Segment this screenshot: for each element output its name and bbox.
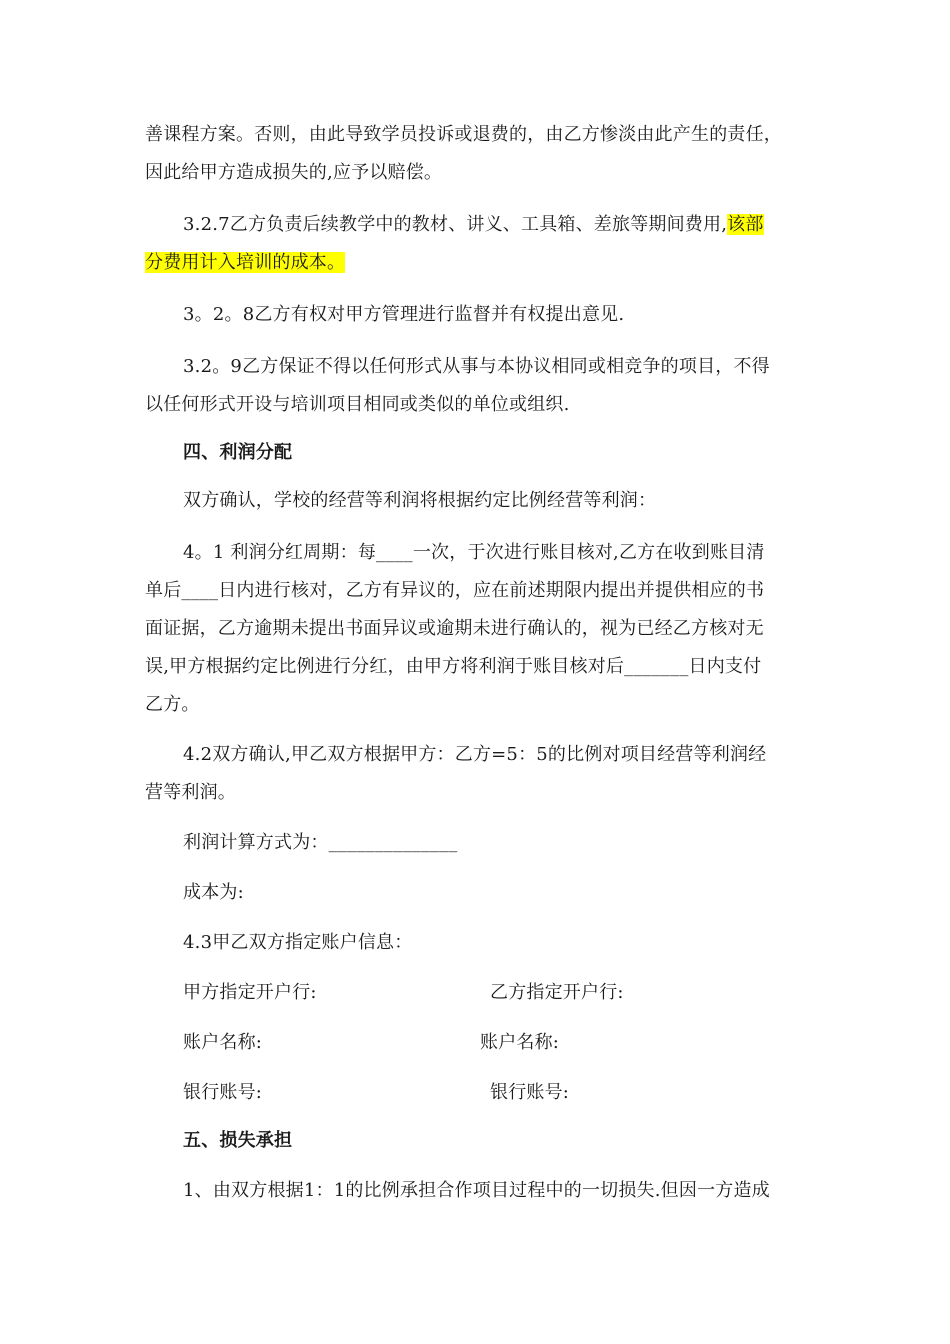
paragraph-line: 营等利润。 [145, 782, 236, 803]
paragraph-line: 误,甲方根据约定比例进行分红，由甲方将利润于账目核对后_______日内支付 [145, 656, 762, 677]
paragraph-line: 因此给甲方造成损失的,应予以赔偿。 [145, 162, 443, 183]
clause-text: 3.2.7乙方负责后续教学中的教材、讲义、工具箱、差旅等期间费用, [183, 214, 728, 235]
paragraph-line [183, 212, 764, 238]
section-heading: 四、利润分配 [183, 442, 293, 463]
highlighted-text: 该部 [727, 214, 764, 235]
paragraph-line: 以任何形式开设与培训项目相同或类似的单位或组织. [145, 394, 570, 415]
cost-line: 成本为: [183, 882, 244, 903]
party-b-account-number-label: 银行账号: [490, 1082, 570, 1103]
party-b-account-name-label: 账户名称: [480, 1032, 560, 1053]
paragraph-line [145, 250, 345, 276]
paragraph-line: 1、由双方根据1：1的比例承担合作项目过程中的一切损失.但因一方造成 [183, 1180, 770, 1201]
accounts-heading: 4.3甲乙双方指定账户信息： [183, 932, 413, 953]
section-heading: 五、损失承担 [183, 1130, 293, 1151]
party-a-account-number-label: 银行账号: [183, 1082, 263, 1103]
paragraph-line: 面证据，乙方逾期未提出书面异议或逾期未进行确认的，视为已经乙方核对无 [145, 618, 764, 639]
party-a-account-name-label: 账户名称: [183, 1032, 263, 1053]
party-a-bank-label: 甲方指定开户行: [183, 982, 317, 1003]
profit-calc-line: 利润计算方式为：______________ [183, 832, 458, 853]
highlighted-text: 分费用计入培训的成本。 [145, 252, 346, 273]
party-b-bank-label: 乙方指定开户行: [490, 982, 624, 1003]
paragraph-line: 乙方。 [145, 694, 200, 715]
paragraph-line: 3。2。8乙方有权对甲方管理进行监督并有权提出意见. [183, 304, 625, 325]
paragraph-line: 4。1 利润分红周期：每____一次，于次进行账目核对,乙方在收到账目清 [183, 542, 765, 563]
paragraph-line: 4.2双方确认,甲乙双方根据甲方：乙方=5：5的比例对项目经营等利润经 [183, 744, 767, 765]
paragraph-line: 单后____日内进行核对，乙方有异议的，应在前述期限内提出并提供相应的书 [145, 580, 765, 601]
paragraph-line: 善课程方案。否则，由此导致学员投诉或退费的，由乙方惨淡由此产生的责任， [145, 124, 782, 145]
paragraph-line: 双方确认，学校的经营等利润将根据约定比例经营等利润： [183, 490, 657, 511]
paragraph-line: 3.2。9乙方保证不得以任何形式从事与本协议相同或相竞争的项目，不得 [183, 356, 770, 377]
